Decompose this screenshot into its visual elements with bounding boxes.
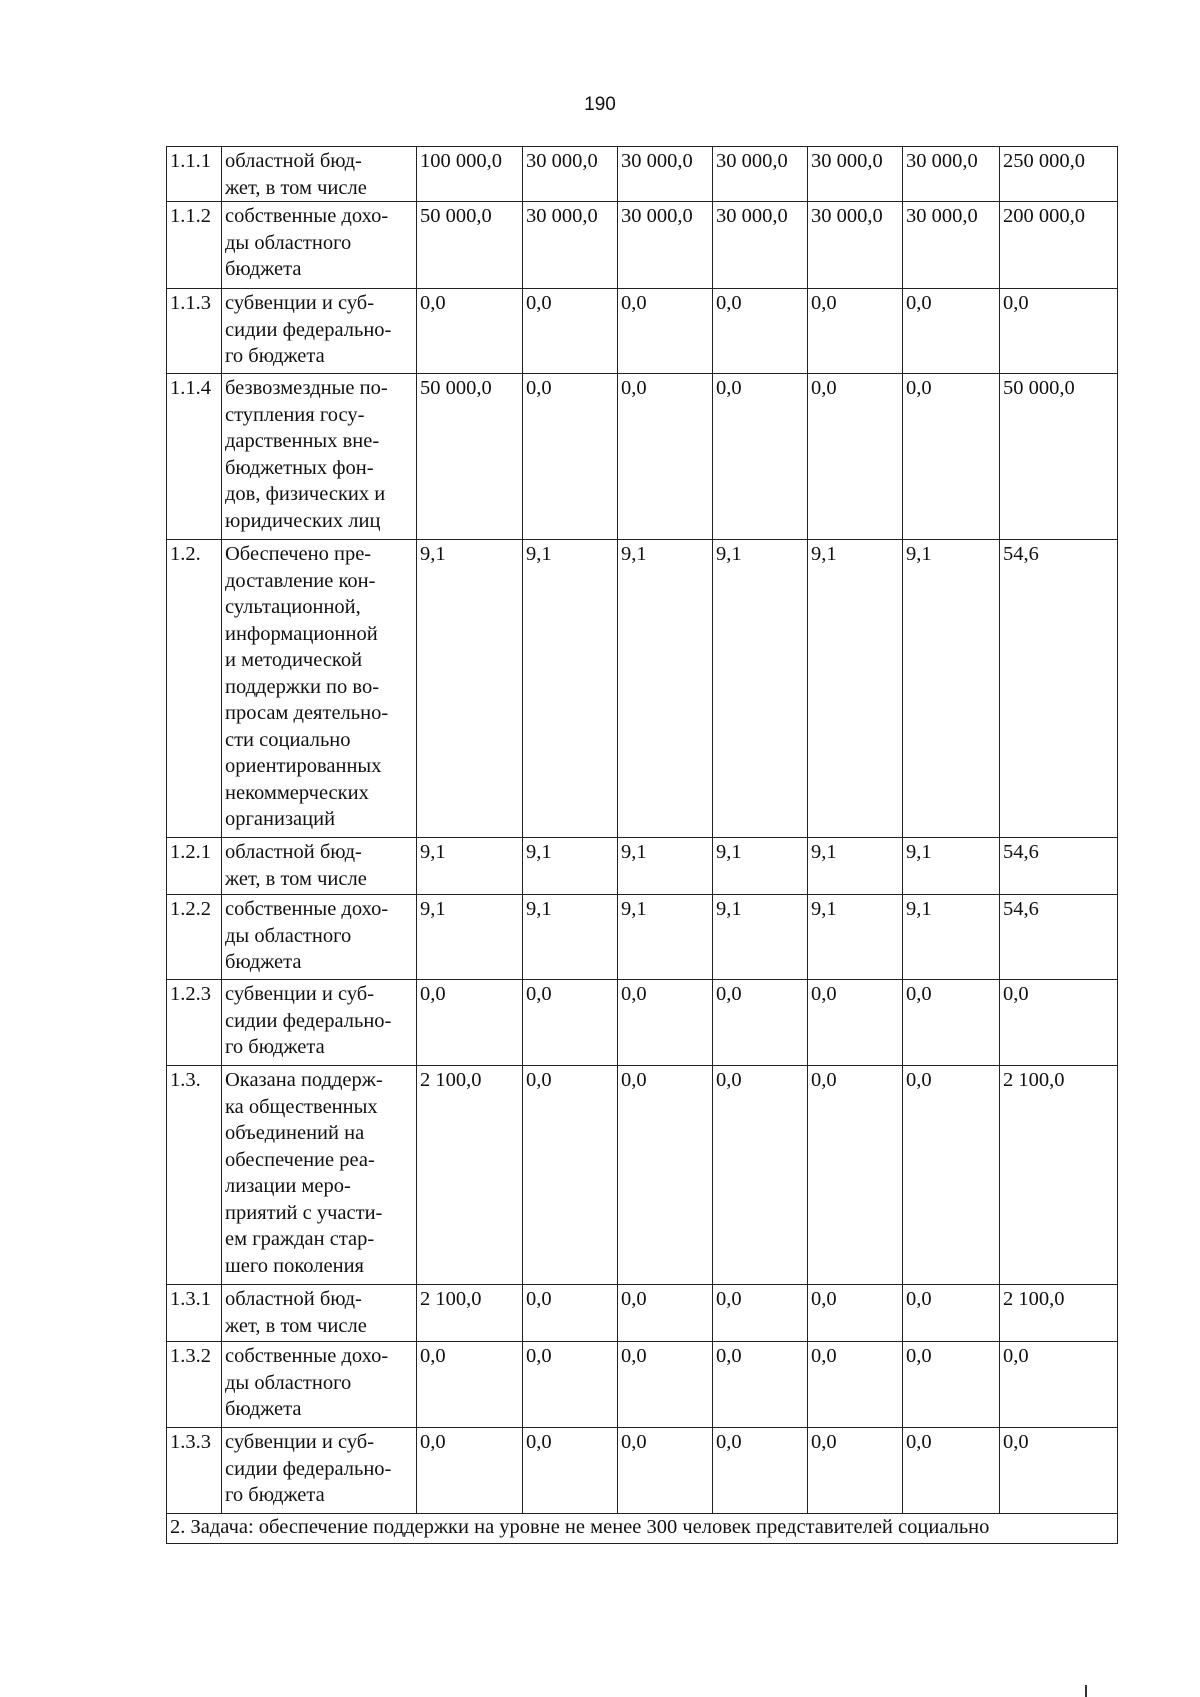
row-name: Оказана поддерж- ка общественных объединений на обеспечение реа- лизации меро- приятий с участи- ем граждан стар- шего поколения [222,1066,417,1285]
row-value: 0,0 [903,1342,1000,1428]
row-value: 9,1 [417,895,523,980]
row-value: 0,0 [808,1428,903,1514]
row-value: 9,1 [618,540,713,838]
row-value: 0,0 [618,980,713,1066]
row-total: 0,0 [1000,980,1118,1066]
table-row [167,895,1118,980]
row-value: 30 000,0 [618,202,713,289]
row-value: 0,0 [417,1428,523,1514]
table-row [167,374,1118,540]
row-value: 2 100,0 [417,1285,523,1342]
row-value: 0,0 [808,374,903,540]
row-value: 9,1 [808,895,903,980]
row-code: 1.1.4 [167,374,222,540]
table-row [167,838,1118,895]
row-value: 2 100,0 [417,1066,523,1285]
row-value: 0,0 [523,289,618,374]
row-value: 9,1 [417,540,523,838]
row-value: 0,0 [713,980,808,1066]
row-value: 0,0 [618,374,713,540]
row-code: 1.3.2 [167,1342,222,1428]
table-row [167,289,1118,374]
row-value: 0,0 [713,289,808,374]
row-code: 1.2.3 [167,980,222,1066]
table-row [167,540,1118,838]
row-value: 9,1 [903,540,1000,838]
row-value: 0,0 [713,1428,808,1514]
row-value: 50 000,0 [417,374,523,540]
row-value: 0,0 [618,1342,713,1428]
row-value: 0,0 [903,374,1000,540]
row-code: 1.1.1 [167,147,222,202]
row-value: 0,0 [523,980,618,1066]
row-value: 0,0 [417,1342,523,1428]
row-code: 1.1.3 [167,289,222,374]
row-value: 0,0 [808,1285,903,1342]
row-name: субвенции и суб- сидии федерально- го бюджета [222,980,417,1066]
row-name: областной бюд- жет, в том числе [222,1285,417,1342]
row-value: 0,0 [713,1066,808,1285]
table-row [167,147,1118,202]
row-value: 0,0 [808,980,903,1066]
row-value: 0,0 [618,1066,713,1285]
row-total: 54,6 [1000,838,1118,895]
table-row [167,1428,1118,1514]
row-value: 0,0 [523,1066,618,1285]
table-row [167,1285,1118,1342]
row-name: собственные дохо- ды областного бюджета [222,1342,417,1428]
row-value: 30 000,0 [618,147,713,202]
row-value: 9,1 [417,838,523,895]
row-code: 1.2.2 [167,895,222,980]
row-value: 0,0 [417,289,523,374]
row-value: 0,0 [808,1066,903,1285]
row-code: 1.3.1 [167,1285,222,1342]
row-total: 54,6 [1000,540,1118,838]
row-total: 0,0 [1000,1428,1118,1514]
row-value: 9,1 [903,895,1000,980]
row-total: 2 100,0 [1000,1285,1118,1342]
row-value: 9,1 [808,838,903,895]
row-value: 0,0 [523,374,618,540]
table-row [167,980,1118,1066]
row-value: 9,1 [713,838,808,895]
row-code: 1.3.3 [167,1428,222,1514]
row-value: 9,1 [713,540,808,838]
table-footer-row [167,1514,1118,1544]
row-value: 0,0 [903,1066,1000,1285]
row-code: 1.1.2 [167,202,222,289]
row-total: 250 000,0 [1000,147,1118,202]
row-name: субвенции и суб- сидии федерально- го бюджета [222,289,417,374]
row-name: собственные дохо- ды областного бюджета [222,895,417,980]
row-total: 200 000,0 [1000,202,1118,289]
row-value: 0,0 [808,289,903,374]
table-body [167,147,1118,1544]
row-total: 54,6 [1000,895,1118,980]
row-value: 30 000,0 [523,147,618,202]
row-value: 9,1 [618,838,713,895]
row-value: 9,1 [903,838,1000,895]
row-value: 0,0 [618,289,713,374]
row-value: 30 000,0 [903,147,1000,202]
row-value: 0,0 [808,1342,903,1428]
row-value: 0,0 [618,1428,713,1514]
row-total: 0,0 [1000,289,1118,374]
row-value: 9,1 [523,895,618,980]
row-value: 0,0 [523,1285,618,1342]
table-row [167,202,1118,289]
row-value: 9,1 [713,895,808,980]
row-value: 0,0 [903,289,1000,374]
row-code: 1.2. [167,540,222,838]
row-value: 100 000,0 [417,147,523,202]
task-heading: 2. Задача: обеспечение поддержки на уровне не менее 300 человек представителей социально [167,1514,1118,1544]
row-value: 30 000,0 [903,202,1000,289]
row-name: субвенции и суб- сидии федерально- го бюджета [222,1428,417,1514]
row-total: 0,0 [1000,1342,1118,1428]
scan-edge-mark [1085,1685,1087,1697]
row-total: 50 000,0 [1000,374,1118,540]
row-value: 30 000,0 [523,202,618,289]
row-name: Обеспечено пре- доставление кон- сультационной, информационной и методической поддержки по во- просам деятельно- сти социально ориентированных некоммерческих организаций [222,540,417,838]
row-value: 30 000,0 [713,202,808,289]
row-value: 9,1 [523,838,618,895]
row-value: 30 000,0 [808,202,903,289]
row-value: 9,1 [808,540,903,838]
row-value: 0,0 [523,1428,618,1514]
row-value: 9,1 [618,895,713,980]
row-value: 50 000,0 [417,202,523,289]
row-value: 0,0 [417,980,523,1066]
table-row [167,1342,1118,1428]
row-code: 1.3. [167,1066,222,1285]
row-total: 2 100,0 [1000,1066,1118,1285]
row-value: 30 000,0 [713,147,808,202]
row-value: 0,0 [713,1342,808,1428]
row-name: безвозмездные по- ступления госу- дарственных вне- бюджетных фон- дов, физических и юридических лиц [222,374,417,540]
row-name: собственные дохо- ды областного бюджета [222,202,417,289]
row-value: 0,0 [618,1285,713,1342]
page-number: 190 [584,94,616,115]
budget-table [166,146,1118,1544]
row-value: 0,0 [713,1285,808,1342]
row-value: 0,0 [903,1428,1000,1514]
row-value: 0,0 [903,1285,1000,1342]
row-value: 9,1 [523,540,618,838]
row-value: 30 000,0 [808,147,903,202]
table-row [167,1066,1118,1285]
row-code: 1.2.1 [167,838,222,895]
row-value: 0,0 [713,374,808,540]
row-value: 0,0 [903,980,1000,1066]
row-value: 0,0 [523,1342,618,1428]
row-name: областной бюд- жет, в том числе [222,147,417,202]
row-name: областной бюд- жет, в том числе [222,838,417,895]
